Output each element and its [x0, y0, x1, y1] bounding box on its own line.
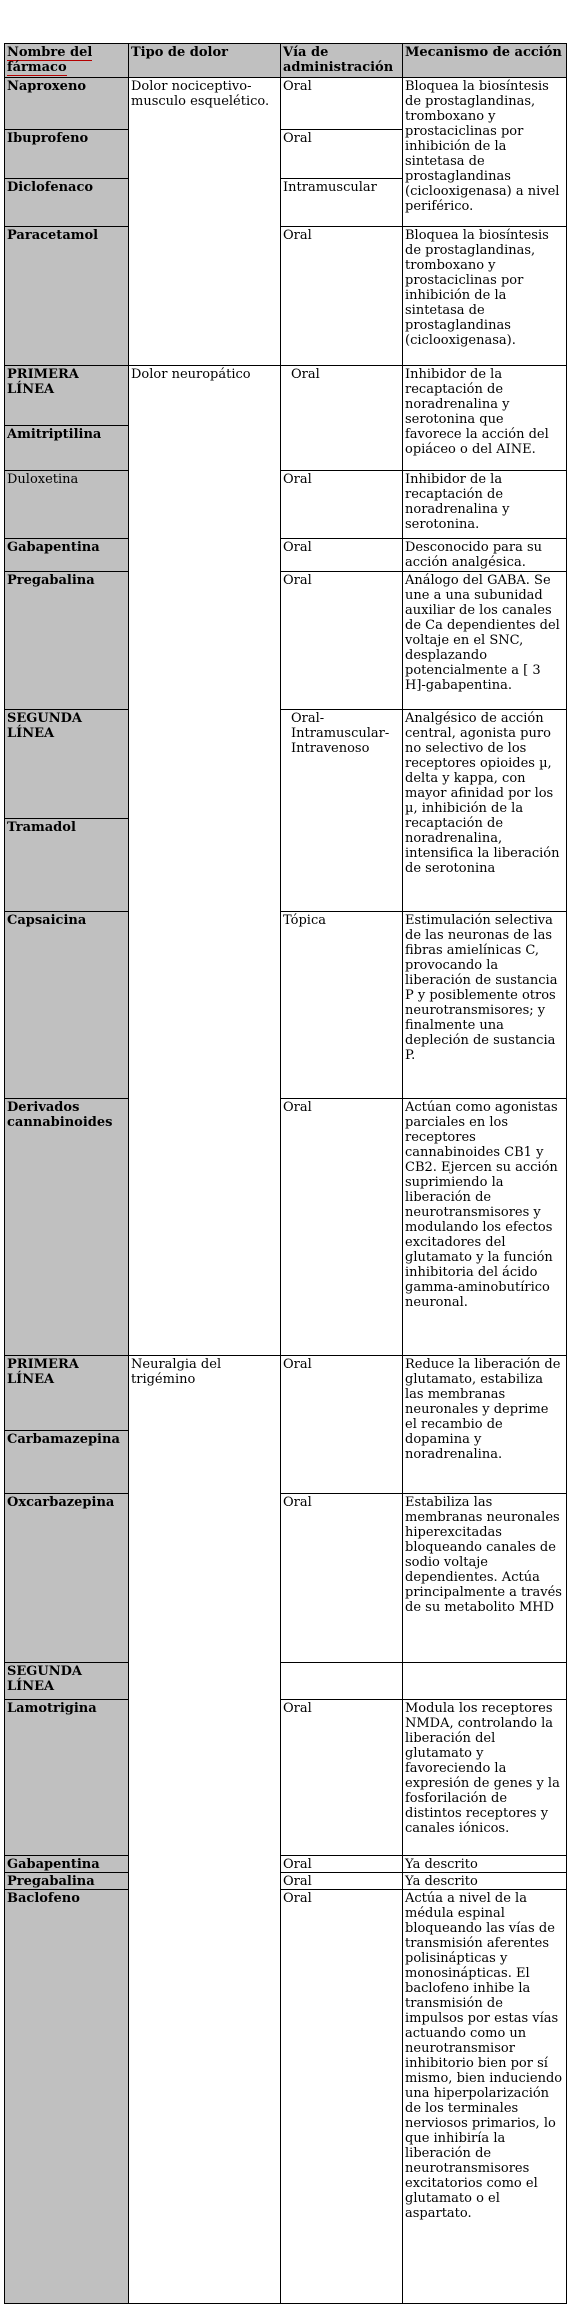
header-pain-type: Tipo de dolor [129, 44, 281, 78]
mechanism-cell: Inhibidor de la recaptación de noradrenalina y serotonina que favorece la acción del opiáceo o del AINE. [403, 366, 567, 470]
drug-cell: Gabapentina [5, 1856, 129, 1873]
drug-cell: Lamotrigina [5, 1700, 129, 1856]
route-cell: Oral [281, 1890, 403, 2304]
drug-cell: Pregabalina [5, 572, 129, 710]
mechanism-cell: Modula los receptores NMDA, controlando la liberación del glutamato y favoreciendo la expresión de genes y la fosforilación de distintos receptores y canales iónicos. [403, 1700, 567, 1856]
table-row [5, 538, 567, 571]
route-cell: Tópica [281, 912, 403, 1099]
table-row [5, 226, 567, 366]
drug-table [4, 43, 567, 2304]
drug-cell: Baclofeno [5, 1890, 129, 2304]
pain-type-cell: Dolor neuropático [129, 366, 281, 1356]
mechanism-cell: Estabiliza las membranas neuronales hiperexcitadas bloqueando canales de sodio voltaje dependientes. Actúa principalmente a través de su metabolito MHD [403, 1493, 567, 1663]
table-row [5, 1493, 567, 1663]
route-cell [281, 1663, 403, 1700]
drug-cell: Ibuprofeno [5, 130, 129, 178]
route-cell: Oral-Intramuscular-Intravenoso [281, 709, 403, 912]
table-row [5, 1890, 567, 2304]
pain-type-cell: Dolor nociceptivo-musculo esquelético. [129, 78, 281, 366]
route-cell: Oral [281, 1873, 403, 1890]
route-cell: Oral [281, 1099, 403, 1356]
mechanism-cell: Inhibidor de la recaptación de noradrenalina y serotonina. [403, 470, 567, 538]
drug-cell: Tramadol [5, 819, 129, 912]
table-row [5, 1856, 567, 1873]
table-row [5, 78, 567, 130]
mechanism-cell: Reduce la liberación de glutamato, estabiliza las membranas neuronales y deprime el recambio de dopamina y noradrenalina. [403, 1356, 567, 1494]
route-cell: Oral [281, 1356, 403, 1494]
drug-cell: PRIMERA LÍNEA [5, 1356, 129, 1431]
drug-cell: Capsaicina [5, 912, 129, 1099]
table-row [5, 1873, 567, 1890]
table-row [5, 1663, 567, 1700]
drug-cell: Gabapentina [5, 538, 129, 571]
pain-type-cell: Neuralgia del trigémino [129, 1356, 281, 2304]
drug-cell: Oxcarbazepina [5, 1493, 129, 1663]
header-row [5, 44, 567, 78]
route-cell: Oral [281, 1856, 403, 1873]
mechanism-cell: Analgésico de acción central, agonista puro no selectivo de los receptores opioides µ, delta y kappa, con mayor afinidad por los µ, inhibición de la recaptación de noradrenalina, intensifica la liberación de serotonina [403, 709, 567, 912]
drug-cell: Duloxetina [5, 470, 129, 538]
drug-cell: Pregabalina [5, 1873, 129, 1890]
drug-cell: Amitriptilina [5, 426, 129, 470]
route-cell: Oral [281, 78, 403, 130]
table-row [5, 1700, 567, 1856]
route-cell: Oral [281, 366, 403, 470]
table-row [5, 709, 567, 818]
route-cell: Oral [281, 572, 403, 710]
mechanism-cell: Actúan como agonistas parciales en los receptores cannabinoides CB1 y CB2. Ejercen su acción suprimiendo la liberación de neurotransmisores y modulando los efectos excitadores del glutamato y la función inhibitoria del ácido gamma-aminobutírico neuronal. [403, 1099, 567, 1356]
route-cell: Oral [281, 130, 403, 178]
mechanism-cell: Análogo del GABA. Se une a una subunidad auxiliar de los canales de Ca dependientes del voltaje en el SNC, desplazando potencialmente a [ 3 H]-gabapentina. [403, 572, 567, 710]
route-cell: Oral [281, 1493, 403, 1663]
drug-cell: SEGUNDA LÍNEA [5, 1663, 129, 1700]
table-row [5, 572, 567, 710]
header-drug [5, 44, 129, 78]
route-cell: Oral [281, 1700, 403, 1856]
mechanism-cell [403, 1663, 567, 1700]
mechanism-cell: Bloquea la biosíntesis de prostaglandinas, tromboxano y prostaciclinas por inhibición de la sintetasa de prostaglandinas (ciclooxigenasa) a nivel periférico. [403, 78, 567, 227]
route-cell: Oral [281, 226, 403, 366]
route-cell: Intramuscular [281, 178, 403, 226]
table-row [5, 1099, 567, 1356]
mechanism-cell: Actúa a nivel de la médula espinal bloqueando las vías de transmisión aferentes polisinápticas y monosinápticas. El baclofeno inhibe la transmisión de impulsos por estas vías actuando como un neurotransmisor inhibitorio bien por sí mismo, bien induciendo una hiperpolarización de los terminales nerviosos primarios, lo que inhibiría la liberación de neurotransmisores excitatorios como el glutamato o el aspartato. [403, 1890, 567, 2304]
mechanism-cell: Ya descrito [403, 1873, 567, 1890]
table-row [5, 470, 567, 538]
mechanism-cell: Bloquea la biosíntesis de prostaglandinas, tromboxano y prostaciclinas por inhibición de la sintetasa de prostaglandinas (ciclooxigenasa). [403, 226, 567, 366]
drug-cell: SEGUNDA LÍNEA [5, 709, 129, 818]
mechanism-cell: Ya descrito [403, 1856, 567, 1873]
header-mechanism: Mecanismo de acción [403, 44, 567, 78]
drug-cell: Diclofenaco [5, 178, 129, 226]
table-row [5, 366, 567, 426]
drug-cell: PRIMERA LÍNEA [5, 366, 129, 426]
header-route: Vía de administración [281, 44, 403, 78]
drug-cell: Paracetamol [5, 226, 129, 366]
mechanism-cell: Desconocido para su acción analgésica. [403, 538, 567, 571]
drug-cell: Derivados cannabinoides [5, 1099, 129, 1356]
route-cell: Oral [281, 538, 403, 571]
header-drug-label: Nombre del fármaco [7, 45, 93, 75]
mechanism-cell: Estimulación selectiva de las neuronas de las fibras amielínicas C, provocando la liberación de sustancia P y posiblemente otros neurotransmisores; y finalmente una depleción de sustancia P. [403, 912, 567, 1099]
table-row [5, 912, 567, 1099]
route-cell: Oral [281, 470, 403, 538]
drug-cell: Naproxeno [5, 78, 129, 130]
drug-cell: Carbamazepina [5, 1431, 129, 1493]
table-row [5, 1356, 567, 1431]
